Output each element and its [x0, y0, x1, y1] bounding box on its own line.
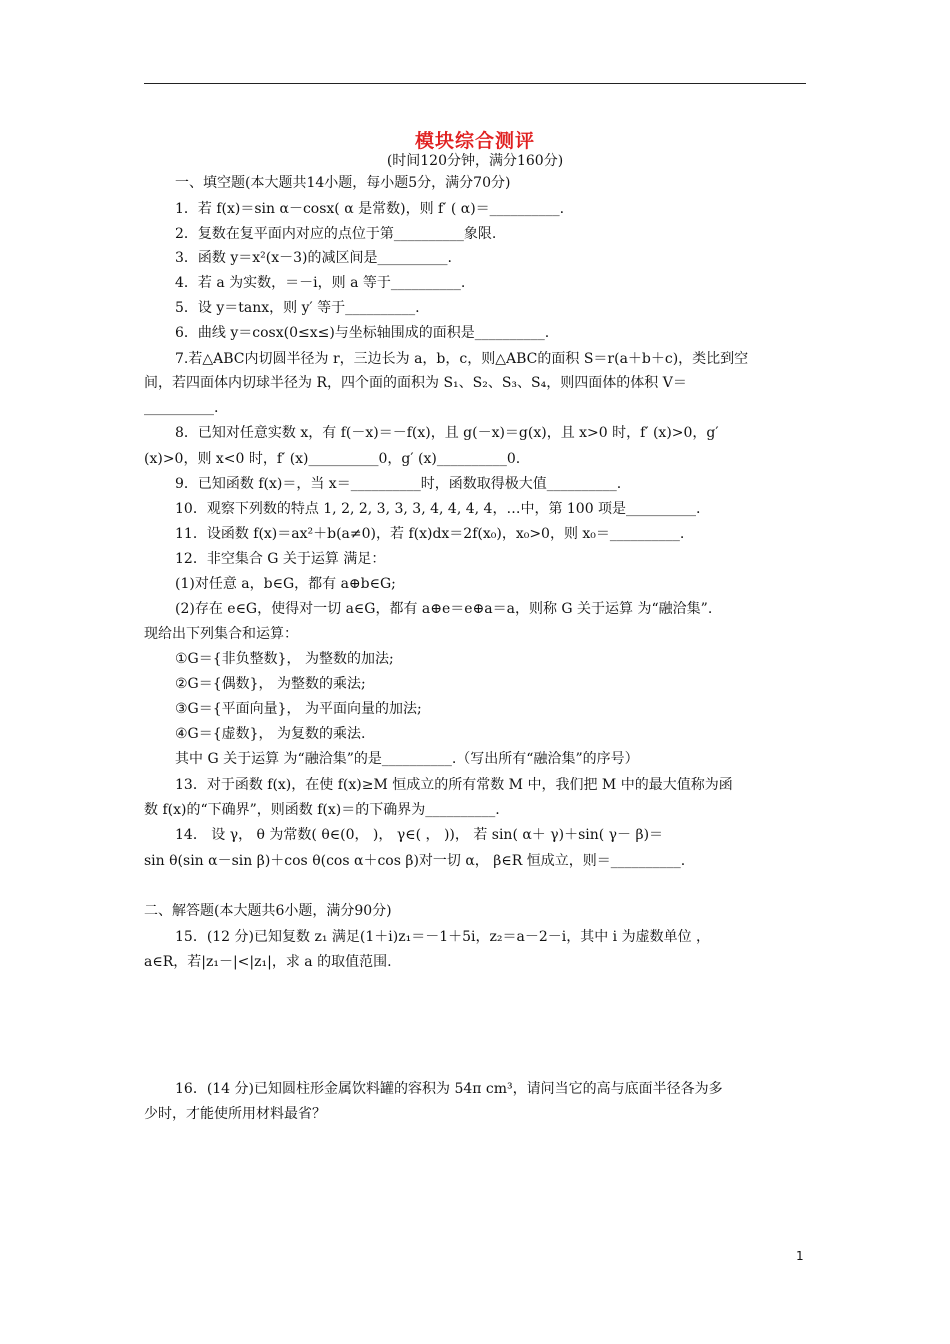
question-4: 4．若 a 为实数，＝－i，则 a 等于__________.: [175, 275, 466, 291]
question-7-line-1: 7.若△ABC内切圆半径为 r，三边长为 a，b，c，则△ABC的面积 S＝r(a＋b＋c)，类比到空: [175, 351, 749, 367]
question-6: 6．曲线 y＝cosx(0≤x≤)与坐标轴围成的面积是__________.: [175, 325, 550, 341]
question-12-option-4: ④G＝{虚数}， 为复数的乘法.: [175, 726, 366, 742]
question-1: 1．若 f(x)＝sin α－cosx( α 是常数)，则 f′ ( α)＝__________.: [175, 201, 565, 217]
section-heading-2: 二、解答题(本大题共6小题，满分90分): [144, 903, 392, 919]
question-12-option-3: ③G＝{平面向量}， 为平面向量的加法;: [175, 701, 422, 717]
question-16-line-2: 少时，才能使所用材料最省？: [144, 1106, 326, 1122]
question-9: 9．已知函数 f(x)＝，当 x＝__________时，函数取得极大值__________.: [175, 476, 622, 492]
question-7-line-3: __________.: [144, 400, 219, 416]
question-12-line-3: (2)存在 e∈G，使得对一切 a∈G，都有 a⊕e＝e⊕a＝a，则称 G 关于运算 为“融洽集”.: [175, 601, 713, 617]
question-10: 10．观察下列数的特点 1, 2, 2, 3, 3, 3, 4, 4, 4, 4，…中，第 100 项是__________.: [175, 501, 701, 517]
question-2: 2．复数在复平面内对应的点位于第__________象限.: [175, 226, 497, 242]
question-15-line-1: 15．(12 分)已知复数 z₁ 满足(1＋i)z₁＝－1＋5i，z₂＝a－2－i，其中 i 为虚数单位 ，: [175, 929, 711, 945]
question-15-line-2: a∈R，若|z₁－|<|z₁|，求 a 的取值范围.: [144, 954, 392, 970]
page-number: 1: [796, 1249, 804, 1263]
question-8-line-2: (x)>0，则 x<0 时，f′ (x)__________0，g′ (x)__________0.: [144, 451, 521, 467]
document-subtitle: (时间120分钟，满分160分): [386, 153, 564, 169]
question-3: 3．函数 y＝x²(x－3)的减区间是__________.: [175, 250, 452, 266]
question-7-line-2: 间，若四面体内切球半径为 R，四个面的面积为 S₁、S₂、S₃、S₄，则四面体的体积 V＝: [144, 375, 687, 391]
question-13-line-1: 13．对于函数 f(x)，在使 f(x)≥M 恒成立的所有常数 M 中，我们把 M 中的最大值称为函: [175, 777, 733, 793]
question-5: 5．设 y＝tanx，则 y′ 等于__________.: [175, 300, 420, 316]
question-14-line-2: sin θ(sin α－sin β)＋cos θ(cos α＋cos β)对一切 α， β∈R 恒成立，则＝__________.: [144, 853, 686, 869]
question-12-option-1: ①G＝{非负整数}， 为整数的加法;: [175, 651, 394, 667]
question-12-line-4: 现给出下列集合和运算：: [144, 626, 298, 642]
question-12-option-2: ②G＝{偶数}， 为整数的乘法;: [175, 676, 366, 692]
question-13-line-2: 数 f(x)的“下确界”，则函数 f(x)＝的下确界为__________.: [144, 802, 500, 818]
question-16-line-1: 16．(14 分)已知圆柱形金属饮料罐的容积为 54π cm³，请问当它的高与底面半径各为多: [175, 1081, 723, 1097]
header-rule: [144, 83, 806, 84]
question-12-line-2: (1)对任意 a，b∈G，都有 a⊕b∈G;: [175, 576, 396, 592]
question-12-line-5: 其中 G 关于运算 为“融洽集”的是__________.（写出所有“融洽集”的序号）: [175, 751, 639, 767]
question-12-line-1: 12．非空集合 G 关于运算 满足：: [175, 551, 386, 567]
question-8-line-1: 8．已知对任意实数 x，有 f(－x)＝－f(x)，且 g(－x)＝g(x)，且 x>0 时，f′ (x)>0，g′: [175, 425, 719, 441]
question-14-line-1: 14． 设 γ， θ 为常数( θ∈(0， )， γ∈( ， ))， 若 sin( α＋ γ)＋sin( γ－ β)＝: [175, 827, 664, 843]
question-11: 11．设函数 f(x)＝ax²＋b(a≠0)，若 f(x)dx＝2f(x₀)，x₀>0，则 x₀＝__________.: [175, 526, 685, 542]
section-heading: 一、填空题(本大题共14小题，每小题5分，满分70分): [175, 175, 511, 191]
document-title: 模块综合测评: [414, 130, 535, 152]
